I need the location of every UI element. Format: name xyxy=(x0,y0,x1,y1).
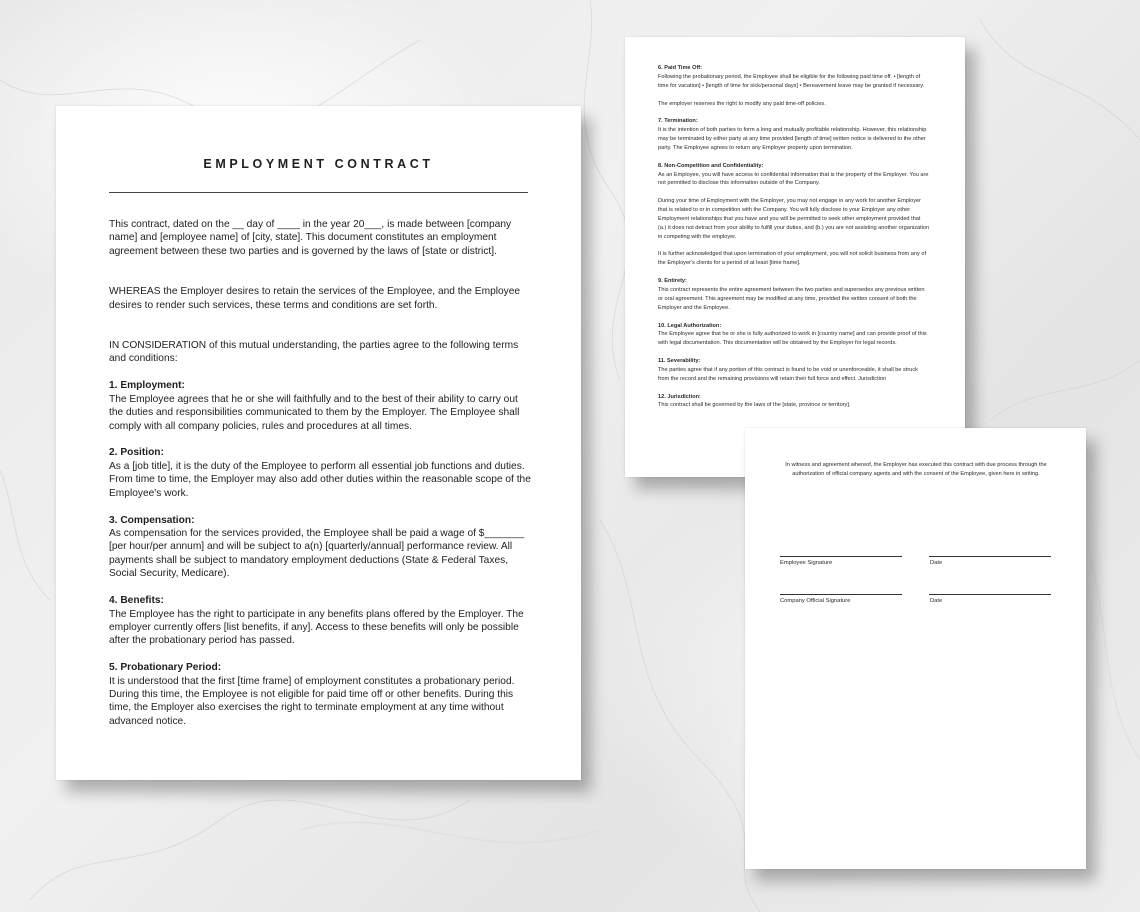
section-benefits xyxy=(109,594,531,648)
section-severability xyxy=(658,357,930,384)
section-text: This contract represents the entire agreement between the two parties and supersedes any previous written or oral agreement. This agreement may be modified at any time, provided the written consent of both the Employer and the Employee. xyxy=(658,287,925,311)
intro-paragraph: This contract, dated on the __ day of ____ in the year 20___, is made between [company name] and [employee name] of [city, state]. This document constitutes an employment agreement between these two parties and is governed by the laws of [state or district]. xyxy=(109,219,512,257)
contract-page-2 xyxy=(625,37,965,477)
consideration-paragraph: IN CONSIDERATION of this mutual understanding, the parties agree to the following terms and conditions: xyxy=(109,340,519,365)
section-text: This contract shall be governed by the laws of the [state, province or territory]. xyxy=(658,402,851,409)
section-text: The parties agree that if any portion of this contract is found to be void or unenforceable, it shall be struck from the record and the remaining provisions will retain their full force and effect. Jurisdiction xyxy=(658,366,918,382)
section-text: It is understood that the first [time frame] of employment constitutes a probationary period. During this time, the Employee is not eligible for paid time off or other benefits. During this time, the Employer also exercises the right to terminate employment at any time without advanced notice. xyxy=(109,675,515,727)
section-compensation xyxy=(109,514,531,581)
section-text: The Employee has the right to participate in any benefits plans offered by the Employer. The employer currently offers [list benefits, if any]. Access to these benefits will only be possible after the probationary period has passed. xyxy=(109,608,524,647)
section-employment xyxy=(109,379,531,433)
page-1-body xyxy=(109,218,531,728)
section-title: 9. Entirety: xyxy=(658,278,687,285)
section-text: It is further acknowledged that upon termination of your employment, you will not solicit business from any of the Employer's clients for a period of at least [time frame]. xyxy=(658,251,927,267)
section-text: As an Employee, you will have access to confidential information that is the property of the Employer. You are not permitted to disclose this information outside of the Company. xyxy=(658,171,929,187)
witness-statement: In witness and agreement whereof, the Employer has executed this contract with due process through the authorization of official company agents and with the consent of the Employee, given here in writing. xyxy=(785,462,1047,477)
section-position xyxy=(109,446,531,500)
employee-signature-line[interactable] xyxy=(780,556,902,557)
section-title: 10. Legal Authorization: xyxy=(658,322,722,329)
section-text: As a [job title], it is the duty of the Employee to perform all essential job functions and duties. From time to time, the Employer may also add other duties within the reasonable scope of the Employee's work. xyxy=(109,460,531,499)
whereas-paragraph: WHEREAS the Employer desires to retain the services of the Employee, and the Employee desires to render such services, these terms and conditions are set forth. xyxy=(109,286,521,311)
employee-date-label: Date xyxy=(930,560,943,566)
section-termination xyxy=(658,117,930,153)
title-divider xyxy=(109,192,528,193)
section-text: The Employee agree that he or she is fully authorized to work in [country name] and can provide proof of this with legal documentation. This documentation will be obtained by the Employer for legal records. xyxy=(658,331,927,347)
contract-page-3 xyxy=(745,428,1086,869)
section-title: 11. Severability: xyxy=(658,358,701,365)
section-title: 4. Benefits: xyxy=(109,595,164,607)
section-title: 7. Termination: xyxy=(658,118,698,125)
section-paid-time-off xyxy=(658,64,930,108)
section-title: 1. Employment: xyxy=(109,380,185,392)
section-title: 12. Jurisdiction: xyxy=(658,393,701,400)
section-text: Following the probationary period, the Employee shall be eligible for the following paid time off. • [length of time for vacation] • [length of time for sick/personal days] • Bereavement leave may be granted if necessary. xyxy=(658,73,925,89)
company-date-label: Date xyxy=(930,598,943,604)
section-title: 2. Position: xyxy=(109,447,164,459)
section-jurisdiction xyxy=(658,393,930,411)
section-legal-authorization xyxy=(658,322,930,349)
section-title: 3. Compensation: xyxy=(109,514,195,526)
contract-page-1 xyxy=(56,106,581,780)
section-text: During your time of Employment with the Employer, you may not engage in any work for another Employer that is related to or in competition with the Company. You will fully disclose to your Employer any other Employment relationships that you have and you will be permitted to seek other employment provided that (a.) it does not detract from your ability to fulfill your duties, and (b.) you are not assisting another organization in competing with the employer. xyxy=(658,198,930,240)
section-title: 8. Non-Competition and Confidentiality: xyxy=(658,162,764,169)
section-text: The Employee agrees that he or she will faithfully and to the best of their ability to carry out the duties and responsibilities communicated to them by the Employer. The Employee shall comply with all company policies, rules and procedures at all times. xyxy=(109,393,520,432)
company-signature-label: Company Official Signature xyxy=(780,598,851,604)
section-text: It is the intention of both parties to form a long and mutually profitable relationship. However, this relationship may be terminated by either party at any time provided [length of time] written notice is delivered to the other party. The Employee agrees to return any Employer property upon termination. xyxy=(658,127,927,151)
section-entirety xyxy=(658,277,930,313)
section-title: 6. Paid Time Off: xyxy=(658,65,703,71)
company-date-line[interactable] xyxy=(929,594,1051,595)
section-non-competition xyxy=(658,162,930,269)
company-signature-line[interactable] xyxy=(780,594,902,595)
section-text: The employer reserves the right to modify any paid time-off policies. xyxy=(658,100,826,107)
section-probationary-period xyxy=(109,661,531,728)
document-title: EMPLOYMENT CONTRACT xyxy=(203,157,434,171)
section-text: As compensation for the services provided, the Employee shall be paid a wage of $_______ [per hour/per annum] and will be subject to a(n) [quarterly/annual] performance review. All payments shall be subject to mandatory employment deductions (State & Federal Taxes, Social Security, Medicare). xyxy=(109,528,525,580)
employee-date-line[interactable] xyxy=(929,556,1051,557)
employee-signature-label: Employee Signature xyxy=(780,560,833,566)
page-2-body xyxy=(658,64,930,410)
section-title: 5. Probationary Period: xyxy=(109,662,222,674)
